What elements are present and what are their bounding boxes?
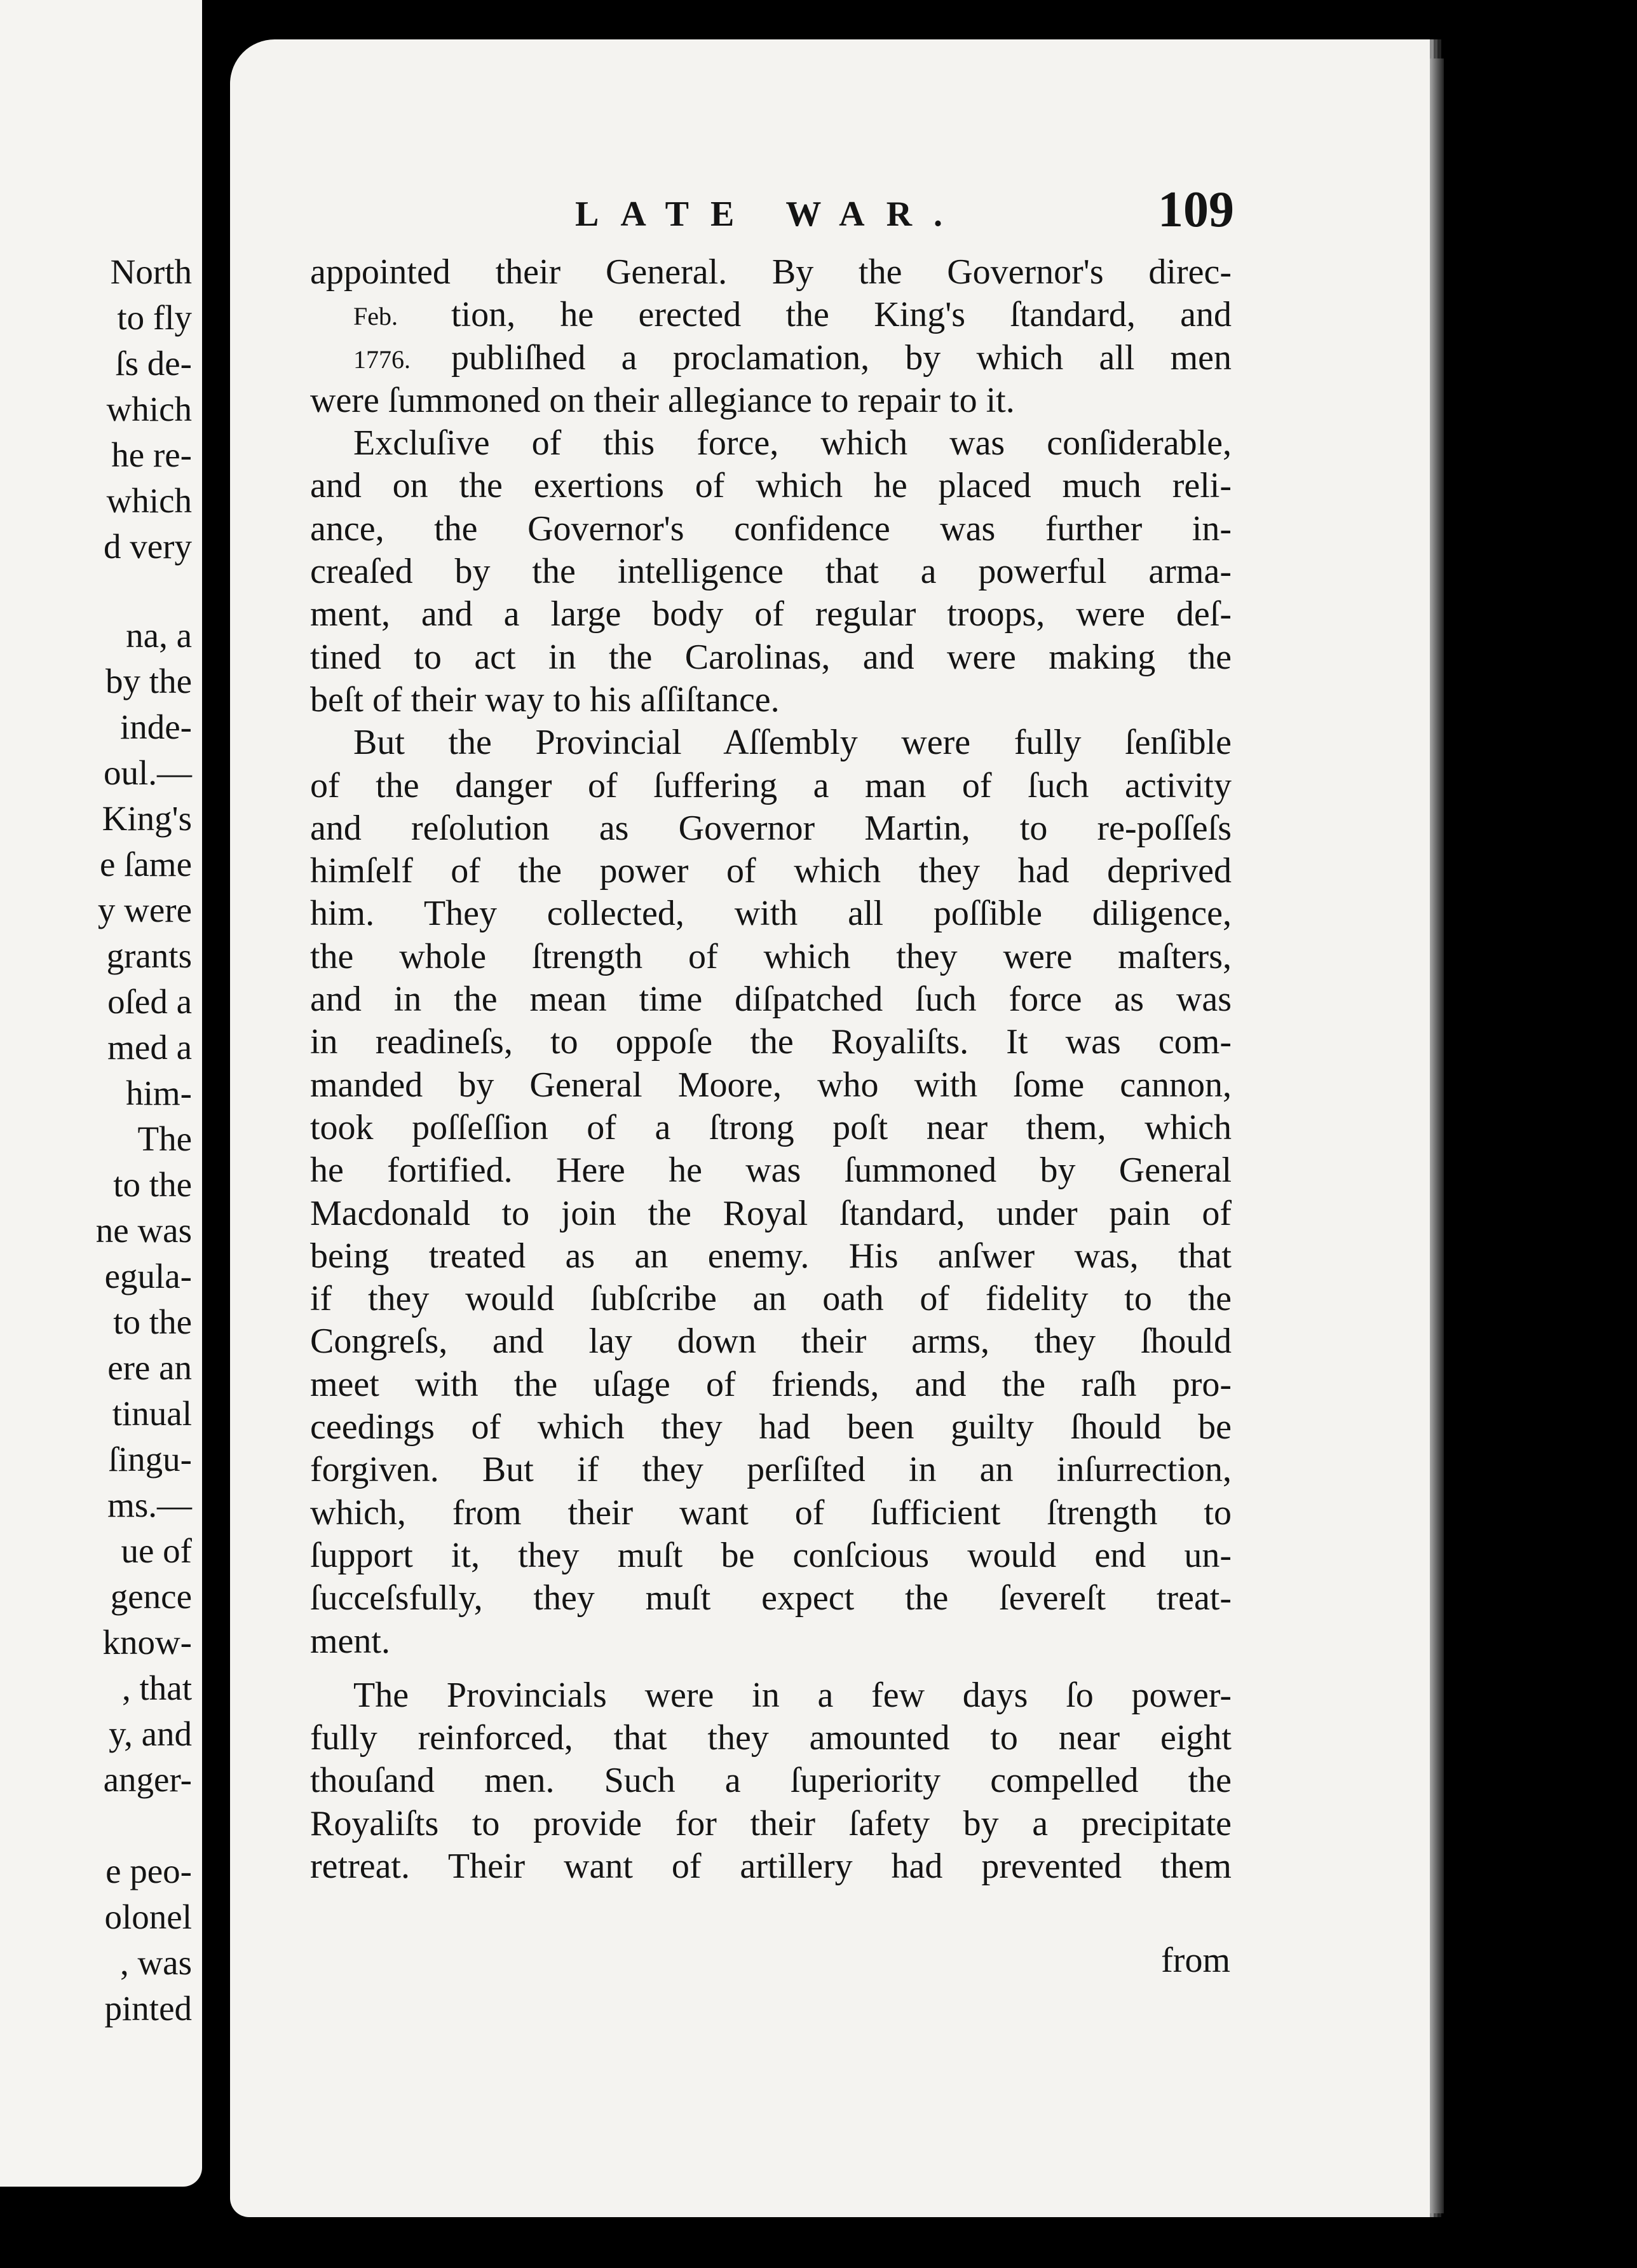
left-line: The	[137, 1119, 192, 1158]
text-line: which, from their want of ſufficient ſtrength to	[310, 1493, 1232, 1533]
text-line: creaſed by the intelligence that a powerful arma-	[310, 552, 1232, 592]
running-title: LATE WAR.	[575, 195, 965, 234]
catchword: from	[1161, 1941, 1230, 1980]
left-line: e ſame	[99, 845, 192, 884]
text-line: manded by General Moore, who with ſome cannon,	[310, 1065, 1232, 1105]
text-line: being treated as an enemy. His anſwer was, that	[310, 1236, 1232, 1276]
text-line: retreat. Their want of artillery had prevented them	[310, 1846, 1232, 1886]
left-line: tinual	[112, 1394, 192, 1433]
text-line: Macdonald to join the Royal ſtandard, under pain of	[310, 1193, 1232, 1233]
left-line: know-	[102, 1623, 192, 1662]
text-line: took poſſeſſion of a ſtrong poſt near them, which	[310, 1107, 1232, 1147]
text-line-indented: Excluſive of this force, which was conſiderable,	[353, 423, 1232, 463]
text-line: were ſummoned on their allegiance to repair to it.	[310, 380, 1015, 420]
left-line: North	[110, 252, 192, 291]
text-line: forgiven. But if they perſiſted in an inſurrection,	[310, 1450, 1232, 1490]
text-line	[310, 1674, 1232, 1717]
text-line: ſucceſsfully, they muſt expect the ſevereſt treat-	[310, 1578, 1232, 1618]
text-line: Royaliſts to provide for their ſafety by a precipitate	[310, 1803, 1232, 1843]
left-line: which	[106, 390, 192, 428]
text-line: him. They collected, with all poſſible diligence,	[310, 894, 1232, 934]
text-line: ſupport it, they muſt be conſcious would end un-	[310, 1535, 1232, 1575]
left-line: grants	[106, 936, 192, 975]
text-line: ance, the Governor's confidence was further in-	[310, 509, 1232, 549]
left-line: oſed a	[107, 982, 192, 1021]
left-line: King's	[102, 799, 192, 838]
text-line: in readineſs, to oppoſe the Royaliſts. It was com-	[310, 1022, 1232, 1062]
text-line: of the danger of ſuffering a man of ſuch activity	[310, 765, 1232, 805]
left-line: ne was	[95, 1211, 192, 1250]
text-line: appointed their General. By the Governor's direc-	[310, 252, 1232, 292]
left-line: olonel	[104, 1897, 192, 1936]
left-facing-page	[0, 0, 202, 2187]
left-line: by the	[105, 662, 192, 700]
text-line: ment, and a large body of regular troops, were deſ-	[310, 594, 1232, 634]
body-text	[310, 251, 1232, 1888]
left-line: egula-	[104, 1257, 192, 1295]
left-line: med a	[107, 1028, 192, 1067]
text-line: and on the exertions of which he placed much reli-	[310, 466, 1232, 506]
text-line: himſelf of the power of which they had deprived	[310, 851, 1232, 891]
text-line: ment.	[310, 1621, 390, 1661]
text-line: Congreſs, and lay down their arms, they ſhould	[310, 1322, 1232, 1362]
left-line: gence	[110, 1577, 192, 1616]
left-line: , was	[119, 1943, 192, 1982]
left-line: to fly	[117, 298, 192, 337]
text-line: tined to act in the Carolinas, and were making the	[310, 637, 1232, 677]
text-line-with-margin-note	[310, 294, 1232, 336]
left-line: inde-	[119, 707, 192, 746]
left-line: e peo-	[105, 1852, 192, 1890]
left-line: ere an	[107, 1348, 192, 1387]
left-line: na, a	[126, 616, 192, 655]
left-line: him-	[126, 1074, 192, 1112]
text-line-indented: The Provincials were in a few days ſo power-	[353, 1675, 1232, 1715]
left-line: pinted	[104, 1989, 192, 2028]
text-line	[310, 721, 1232, 764]
text-line: and in the mean time diſpatched ſuch force as was	[310, 980, 1232, 1020]
left-line: y, and	[109, 1714, 192, 1753]
left-page-text	[1, 249, 192, 2032]
page-edge	[1430, 58, 1444, 2213]
text-line: ceedings of which they had been guilty ſhould be	[310, 1407, 1232, 1447]
text-line: meet with the uſage of friends, and the raſh pro-	[310, 1364, 1232, 1404]
text-line: and reſolution as Governor Martin, to re-poſſeſs	[310, 808, 1232, 848]
left-line: which	[106, 481, 192, 520]
left-line: oul.—	[103, 753, 192, 792]
page-number: 109	[1158, 182, 1234, 238]
left-line: to the	[113, 1165, 192, 1204]
left-line: d very	[104, 527, 192, 566]
left-line: to the	[113, 1302, 192, 1341]
text-line: fully reinforced, that they amounted to near eight	[310, 1718, 1232, 1758]
left-line: y were	[97, 891, 192, 929]
text-line: the whole ſtrength of which they were maſters,	[310, 936, 1232, 976]
text-line: if they would ſubſcribe an oath of fidelity to the	[310, 1279, 1232, 1319]
text-line: beſt of their way to his aſſiſtance.	[310, 680, 780, 720]
text-line: he fortified. Here he was ſummoned by General	[310, 1151, 1232, 1191]
left-line: , that	[122, 1669, 192, 1707]
text-line: tion, he erected the King's ſtandard, and	[451, 295, 1232, 335]
left-line: ue of	[121, 1531, 192, 1570]
text-line: thouſand men. Such a ſuperiority compelled the	[310, 1761, 1232, 1801]
text-line-with-margin-note	[310, 337, 1232, 379]
margin-note-month: Feb.	[353, 302, 398, 331]
left-line: he re-	[111, 435, 192, 474]
left-line: anger-	[103, 1760, 192, 1799]
text-line-indented: But the Provincial Aſſembly were fully ſenſible	[353, 723, 1232, 763]
text-line: publiſhed a proclamation, by which all men	[451, 338, 1232, 378]
left-line: ſs de-	[115, 344, 192, 383]
left-line: ms.—	[107, 1486, 192, 1524]
left-line: ſingu-	[108, 1440, 192, 1479]
text-line	[310, 422, 1232, 465]
margin-note-year: 1776.	[353, 345, 411, 374]
